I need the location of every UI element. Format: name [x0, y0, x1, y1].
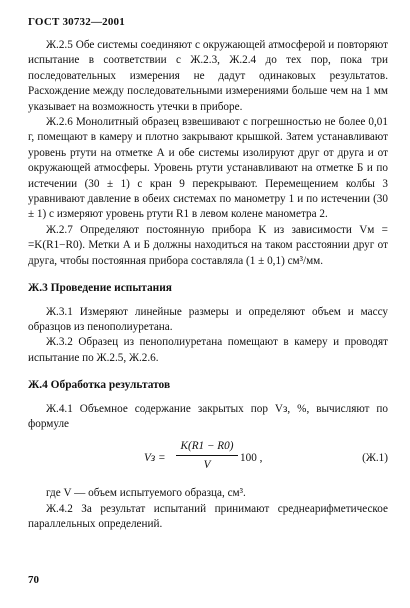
paragraph-where: где V — объем испытуемого образца, см³. [46, 487, 246, 500]
paragraph-zh-2-5: Ж.2.5 Обе системы соединяют с окружающей атмосферой и повторяют испытание в соответствии с Ж.2.3, Ж.2.4 до тех пор, пока три последовательных измерения не дадут одинаковых результатов. Расхождение между последовательными измерениями больше чем на 1 мм указывает на возможность утечки в приборе. [28, 39, 388, 113]
formula-zh-1 [28, 438, 388, 480]
formula-denominator: V [203, 459, 211, 472]
formula-number: (Ж.1) [362, 452, 388, 465]
document-body [28, 38, 388, 533]
paragraph-zh-2-7: Ж.2.7 Определяют постоянную прибора K из зависимости Vм = =K(R1−R0). Метки А и Б должны находиться на таком расстоянии друг от друга, чтобы постоянная прибора составляла (1 ± 0,1) см³/мм. [28, 223, 388, 267]
document-header: ГОСТ 30732—2001 [28, 16, 125, 28]
formula-multiplier: 100 , [240, 452, 263, 465]
section-heading-zh-3: Ж.3 Проведение испытания [28, 282, 172, 295]
section-heading-zh-4: Ж.4 Обработка результатов [28, 379, 171, 392]
page-number: 70 [28, 574, 39, 586]
formula-lhs: Vз = [144, 452, 166, 465]
paragraph-zh-3-1: Ж.3.1 Измеряют линейные размеры и определяют объем и массу образцов из пенополиуретана. [28, 305, 388, 333]
paragraph-zh-4-1: Ж.4.1 Объемное содержание закрытых пор Vз, %, вычисляют по формуле [28, 402, 388, 430]
formula-fraction [176, 438, 238, 473]
fraction-bar [176, 455, 238, 456]
paragraph-zh-4-2: Ж.4.2 За результат испытаний принимают среднеарифметическое параллельных определений. [28, 502, 388, 531]
paragraph-zh-3-2: Ж.3.2 Образец из пенополиуретана помещают в камеру и проводят испытание по Ж.2.5, Ж.2.6. [28, 336, 388, 364]
paragraph-zh-2-6: Ж.2.6 Монолитный образец взвешивают с погрешностью не более 0,01 г, помещают в камеру и плотно закрывают крышкой. Затем устанавливают уровень ртути на отметке А и обе системы изолируют друг от друга и от окружающей атмосферы. Уровень ртути устанавливают на отметке Б и по истечении (30 ± 1) с кран 9 перекрывают. Перемещением колбы 3 уравнивают давление в обеих системах по манометру 1 и по истечении (30 ± 1) с измеряют уровень ртути R1 в левом колене манометра 2. [28, 116, 388, 221]
formula-numerator: K(R1 − R0) [180, 440, 234, 453]
